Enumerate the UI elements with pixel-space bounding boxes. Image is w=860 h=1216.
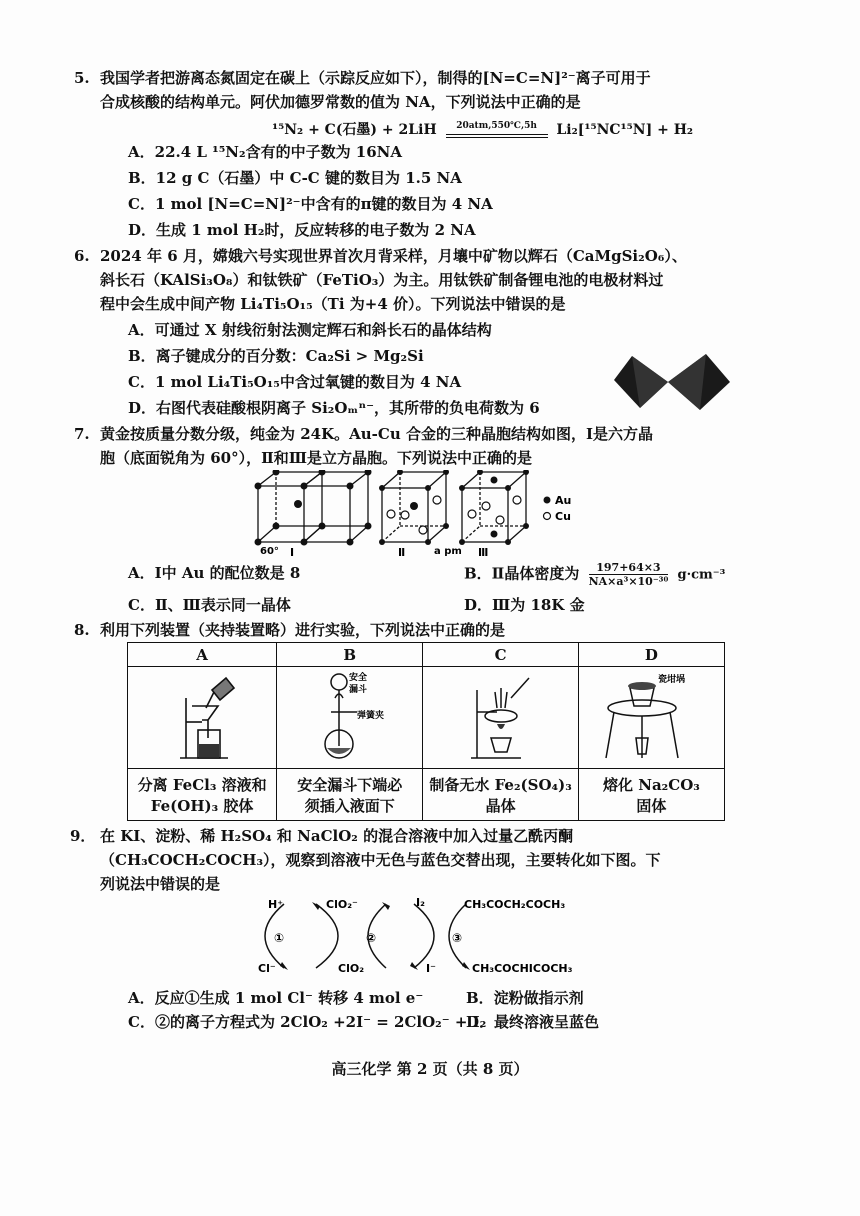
- question-text-line: 我国学者把游离态氮固定在碳上（示踪反应如下），制得的[N=C=N]²⁻离子可用于: [100, 69, 651, 87]
- option-d: D．最终溶液呈蓝色: [466, 1013, 600, 1031]
- apparatus-table: [127, 642, 725, 821]
- option-b: B．淀粉做指示剂: [466, 989, 584, 1007]
- clamp-label: 弹簧夹: [356, 710, 384, 721]
- column-header: A: [128, 643, 277, 667]
- caption-line: 熔化 Na₂CO₃: [603, 775, 700, 794]
- fraction-denominator: NA×a³×10⁻³⁰: [588, 575, 669, 588]
- h-plus-label: H⁺: [268, 898, 284, 911]
- question-text-line: 程中会生成中间产物 Li₄Ti₅O₁₅（Ti 为+4 价）。下列说法中错误的是: [100, 295, 566, 313]
- question-number: 9．: [70, 827, 96, 845]
- caption-line: 固体: [636, 796, 667, 815]
- caption-c: [423, 769, 579, 821]
- legend-au-label: Au: [555, 494, 572, 507]
- option-c: C．Ⅱ、Ⅲ表示同一晶体: [128, 596, 291, 614]
- table-figure-row: [128, 667, 725, 769]
- chlorine-dioxide-label: ClO₂: [338, 962, 365, 975]
- unit-cell-figures: [250, 470, 610, 556]
- step-1-label: ①: [274, 931, 285, 945]
- option-d: D．Ⅲ为 18K 金: [464, 596, 585, 614]
- crucible-label: 瓷坩埚: [658, 674, 686, 685]
- question-number: 5.: [74, 69, 90, 87]
- iodine-label: I₂: [416, 896, 425, 909]
- caption-line: 制备无水 Fe₂(SO₄)₃: [429, 775, 572, 794]
- reaction-cycle-diagram: [250, 892, 600, 982]
- safety-funnel-apparatus-figure: [295, 668, 405, 764]
- safety-label-line1: 安全: [348, 672, 367, 683]
- option-c: C．②的离子方程式为 2ClO₂ +2I⁻ = 2ClO₂⁻ + I₂: [128, 1013, 487, 1031]
- caption-line: 须插入液面下: [304, 796, 395, 815]
- angle-label: 60°: [260, 546, 279, 556]
- question-5: [74, 66, 760, 114]
- legend-cu-label: Cu: [555, 510, 571, 523]
- option-a: A．反应①生成 1 mol Cl⁻ 转移 4 mol e⁻: [128, 989, 424, 1007]
- option-b-prefix: B．Ⅱ晶体密度为: [464, 564, 580, 583]
- question-number: 7.: [74, 425, 90, 443]
- question-text-line: 黄金按质量分数分级，纯金为 24K。Au-Cu 合金的三种晶胞结构如图，Ⅰ是六方晶: [100, 425, 653, 443]
- filtration-apparatus-figure: [162, 668, 242, 764]
- question-text-line: 在 KI、淀粉、稀 H₂SO₄ 和 NaClO₂ 的混合溶液中加入过量乙酰丙酮: [100, 827, 574, 845]
- density-unit: g·cm⁻³: [677, 567, 726, 583]
- cell-label-2: Ⅱ: [398, 546, 406, 556]
- chlorite-label: ClO₂⁻: [326, 898, 358, 911]
- apparatus-c-cell: [423, 667, 579, 769]
- column-header: D: [578, 643, 724, 667]
- question-text-line: 利用下列装置（夹持装置略）进行实验，下列说法中正确的是: [100, 621, 506, 639]
- caption-b: [277, 769, 423, 821]
- equation-left: ¹⁵N₂ + C(石墨) + 2LiH: [272, 122, 437, 138]
- question-text-line: 胞（底面锐角为 60°），Ⅱ和Ⅲ是立方晶胞。下列说法中正确的是: [100, 449, 533, 467]
- chloride-label: Cl⁻: [258, 962, 276, 975]
- fraction-numerator: 197+64×3: [589, 561, 669, 575]
- iodide-label: I⁻: [426, 962, 436, 975]
- question-7: [74, 422, 760, 470]
- question-9: [70, 824, 760, 896]
- caption-line: 晶体: [485, 796, 516, 815]
- question-8: [74, 618, 760, 642]
- option-d: D．生成 1 mol H₂时，反应转移的电子数为 2 NA: [128, 221, 476, 239]
- step-2-label: ②: [366, 931, 377, 945]
- apparatus-a-cell: [128, 667, 277, 769]
- option-a: A．22.4 L ¹⁵N₂含有的中子数为 16NA: [128, 143, 403, 161]
- option-c: C．1 mol Li₄Ti₅O₁₅中含过氧键的数目为 4 NA: [128, 373, 462, 391]
- iodo-acetylacetone-label: CH₃COCHICOCH₃: [472, 962, 573, 975]
- cell-label-1: Ⅰ: [290, 546, 295, 556]
- evaporation-apparatus-figure: [451, 668, 551, 764]
- option-a: A．可通过 X 射线衍射法测定辉石和斜长石的晶体结构: [128, 321, 492, 339]
- caption-line: 分离 FeCl₃ 溶液和: [137, 775, 267, 794]
- question-text-line: 合成核酸的结构单元。阿伏加德罗常数的值为 NA，下列说法中正确的是: [100, 93, 581, 111]
- apparatus-d-cell: [578, 667, 724, 769]
- density-fraction: [589, 561, 669, 588]
- table-caption-row: [128, 769, 725, 821]
- acetylacetone-label: CH₃COCH₂COCH₃: [464, 898, 566, 911]
- option-b: B．12 g C（石墨）中 C-C 键的数目为 1.5 NA: [128, 169, 462, 187]
- question-text-line: 列说法中错误的是: [100, 875, 221, 893]
- apparatus-b-cell: [277, 667, 423, 769]
- silicate-tetrahedra-figure: [610, 350, 740, 414]
- caption-line: Fe(OH)₃ 胶体: [150, 796, 254, 815]
- column-header: B: [277, 643, 423, 667]
- safety-label-line2: 漏斗: [348, 684, 367, 695]
- question-number: 6.: [74, 247, 90, 265]
- reaction-equation: [272, 117, 693, 141]
- cell-label-3: Ⅲ: [478, 546, 489, 556]
- question-text-line: 2024 年 6 月，嫦娥六号实现世界首次月背采样，月壤中矿物以辉石（CaMgSi₂O₆）、: [100, 247, 687, 265]
- equation-right: Li₂[¹⁵NC¹⁵N] + H₂: [556, 122, 694, 138]
- question-6: [74, 244, 760, 316]
- option-a: A．Ⅰ中 Au 的配位数是 8: [128, 564, 301, 582]
- question-text-line: （CH₃COCH₂COCH₃），观察到溶液中无色与蓝色交替出现，主要转化如下图。下: [100, 851, 661, 869]
- caption-a: [128, 769, 277, 821]
- caption-line: 安全漏斗下端必: [297, 775, 403, 794]
- option-c: C．1 mol [N=C=N]²⁻中含有的π键的数目为 4 NA: [128, 195, 493, 213]
- option-b: B．离子键成分的百分数：Ca₂Si > Mg₂Si: [128, 347, 424, 365]
- option-d: D．右图代表硅酸根阴离子 Si₂Oₘⁿ⁻，其所带的负电荷数为 6: [128, 399, 540, 417]
- reaction-arrow: [442, 117, 552, 141]
- question-text-line: 斜长石（KAlSi₃O₈）和钛铁矿（FeTiO₃）为主。用钛铁矿制备锂电池的电极材料过: [100, 271, 664, 289]
- page-footer: 高三化学 第 2 页（共 8 页）: [331, 1060, 529, 1078]
- question-number: 8.: [74, 621, 90, 639]
- crucible-apparatus-figure: [596, 668, 706, 764]
- step-3-label: ③: [452, 931, 463, 945]
- equation-condition: 20atm,550℃,5h: [456, 121, 537, 131]
- table-header-row: [128, 643, 725, 667]
- column-header: C: [423, 643, 579, 667]
- caption-d: [578, 769, 724, 821]
- scale-label: a pm: [434, 546, 462, 556]
- option-b: [464, 561, 725, 588]
